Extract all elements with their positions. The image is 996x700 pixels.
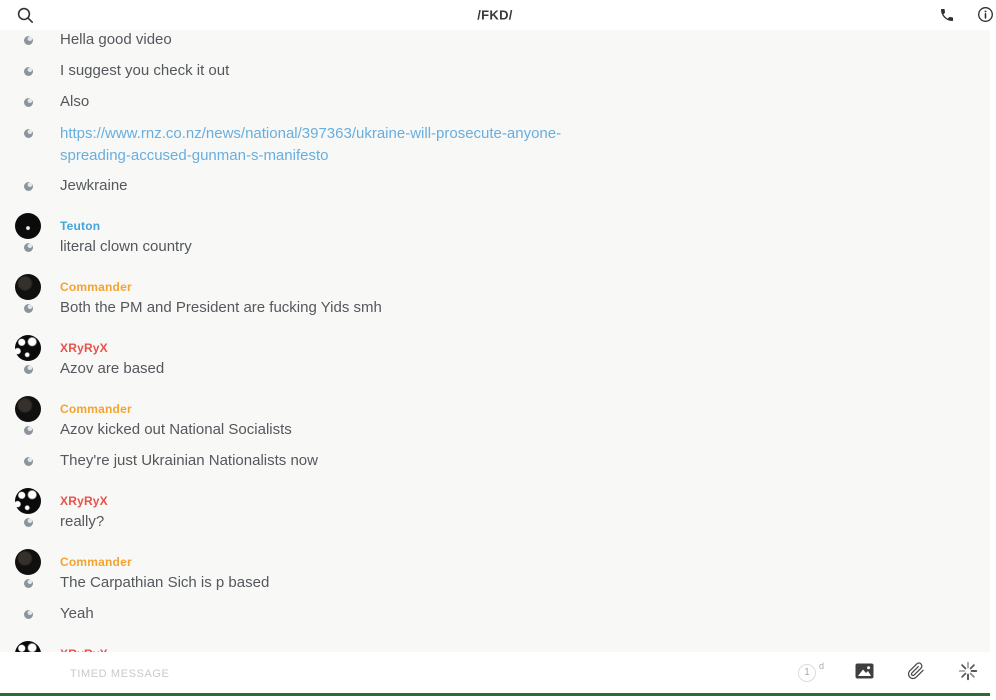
seen-icon [24, 182, 33, 191]
message-row [0, 92, 990, 112]
seen-icon [24, 518, 33, 527]
room-status-bar [0, 693, 990, 696]
username[interactable]: Commander [60, 555, 132, 569]
message-row [0, 237, 990, 257]
seen-icon [24, 365, 33, 374]
avatar[interactable] [15, 335, 41, 361]
message-text: The Carpathian Sich is p based [60, 574, 270, 591]
voice-call-button[interactable] [937, 5, 957, 28]
username[interactable]: XRyRyX [60, 341, 108, 355]
avatar[interactable] [15, 488, 41, 514]
send-image-button[interactable] [853, 661, 876, 684]
message-text: I suggest you check it out [60, 62, 230, 79]
message-text: Azov are based [60, 360, 165, 377]
message-text: Also [60, 93, 90, 110]
message-row [0, 359, 990, 379]
username[interactable]: Commander [60, 280, 132, 294]
seen-icon [24, 243, 33, 252]
seen-icon [24, 579, 33, 588]
avatar[interactable] [15, 213, 41, 239]
message-link[interactable]: https://www.rnz.co.nz/news/national/397363/ukraine-will-prosecute-anyone-spreading-accused-gunman-s-manifesto [60, 125, 562, 164]
image-icon [855, 663, 874, 682]
message-group-header [0, 213, 990, 239]
message-row [0, 604, 990, 624]
message-input[interactable] [68, 665, 798, 681]
message-group-header [0, 396, 990, 422]
message-group [0, 549, 990, 624]
timer-unit: d [818, 660, 824, 671]
room-info-button[interactable] [975, 4, 996, 28]
message-text: Azov kicked out National Socialists [60, 421, 292, 438]
chat-area[interactable] [0, 30, 990, 652]
message-group-header [0, 274, 990, 300]
message-text: Both the PM and President are fucking Yids smh [60, 299, 382, 316]
message-text: Jewkraine [60, 177, 128, 194]
message-group [0, 396, 990, 471]
message-group [0, 274, 990, 318]
message-group-header [0, 335, 990, 361]
header [0, 0, 990, 30]
message-text: literal clown country [60, 238, 192, 255]
message-row [0, 123, 990, 167]
seen-icon [24, 67, 33, 76]
message-text: Hella good video [60, 31, 172, 48]
seen-icon [24, 36, 33, 45]
paperclip-icon [907, 662, 925, 683]
seen-icon [24, 129, 33, 138]
username[interactable]: Commander [60, 402, 132, 416]
message-group [0, 213, 990, 257]
timer-value: 1 [798, 664, 816, 682]
message-group-header [0, 488, 990, 514]
message-row [0, 176, 990, 196]
timed-message-duration-button[interactable] [798, 660, 824, 682]
message-row [0, 512, 990, 532]
seen-icon [24, 304, 33, 313]
message-group [0, 488, 990, 532]
message-row [0, 61, 990, 81]
seen-icon [24, 426, 33, 435]
avatar[interactable] [15, 549, 41, 575]
message-text: Yeah [60, 605, 94, 622]
message-row [0, 573, 990, 593]
username[interactable]: XRyRyX [60, 494, 108, 508]
message-text: really? [60, 513, 105, 530]
seen-icon [24, 98, 33, 107]
seen-icon [24, 610, 33, 619]
message-row [0, 451, 990, 471]
info-icon [977, 6, 994, 26]
message-row [0, 420, 990, 440]
message-text: They're just Ukrainian Nationalists now [60, 452, 318, 469]
message-row [0, 30, 990, 50]
seen-icon [24, 457, 33, 466]
attach-file-button[interactable] [905, 660, 927, 685]
spinner-icon [958, 661, 978, 684]
spinner-button[interactable] [956, 659, 980, 686]
room-title: /FKD/ [477, 7, 513, 23]
message-row [0, 298, 990, 318]
avatar[interactable] [15, 396, 41, 422]
username[interactable]: Teuton [60, 219, 101, 233]
message-group-header [0, 549, 990, 575]
message-group [0, 335, 990, 379]
composer-bar [0, 652, 990, 693]
phone-icon [939, 7, 955, 26]
avatar[interactable] [15, 274, 41, 300]
message-group [0, 30, 990, 196]
